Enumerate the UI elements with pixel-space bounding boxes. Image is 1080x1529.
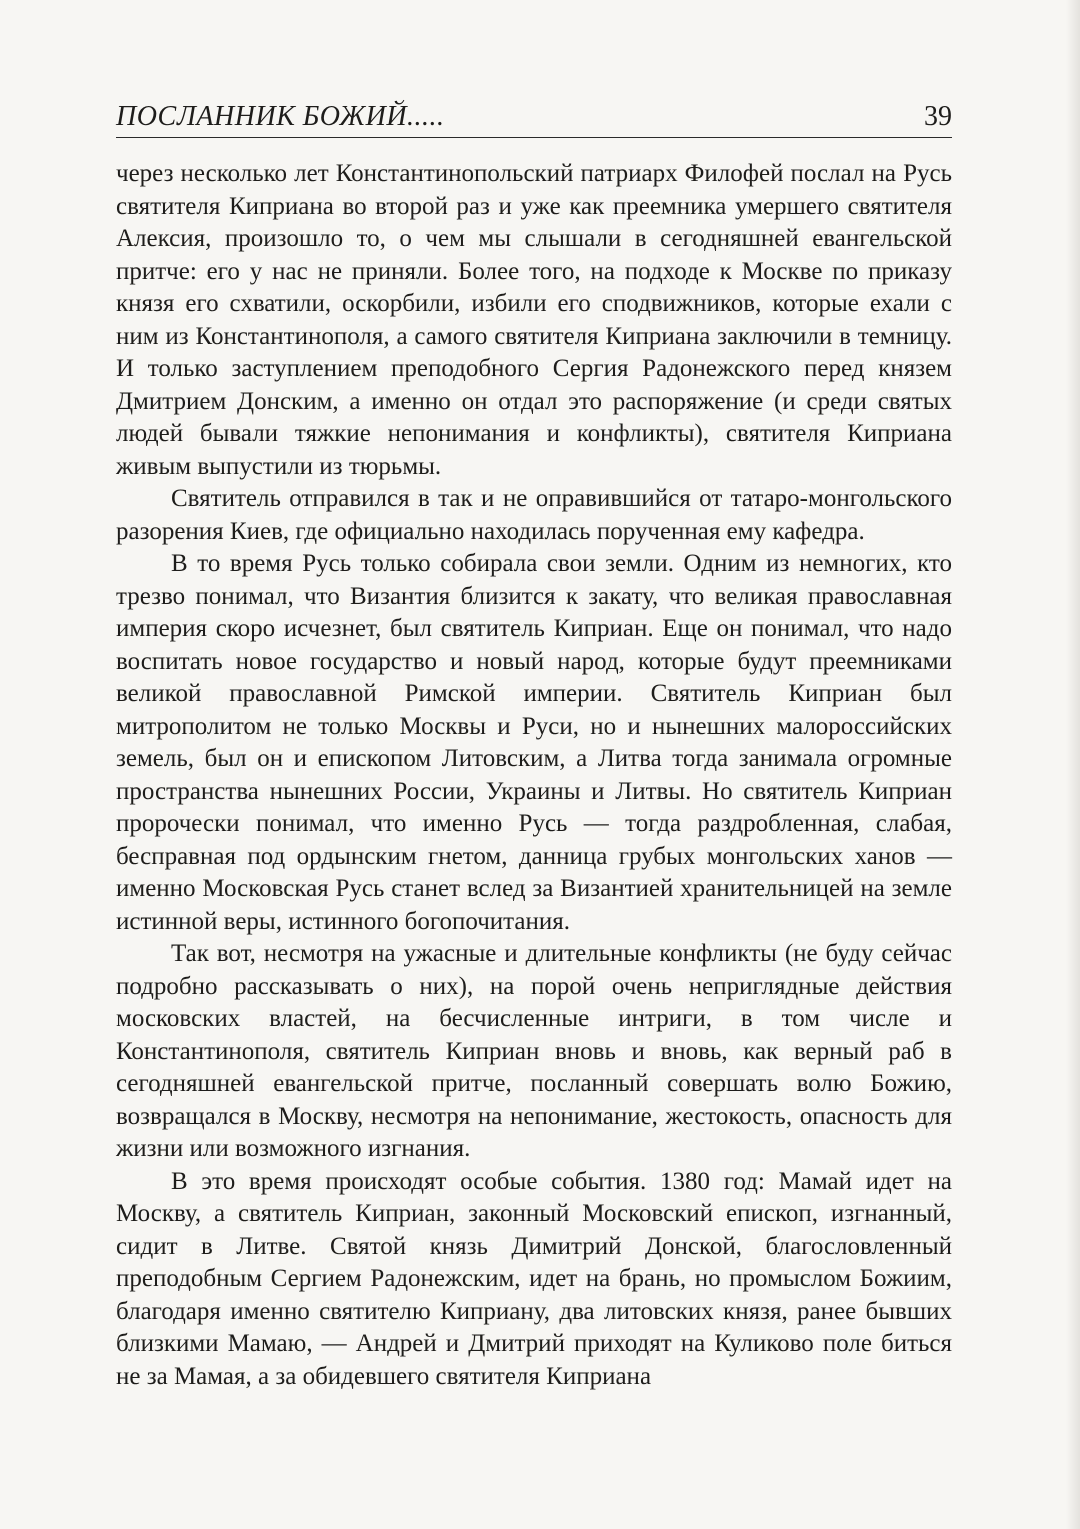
- paragraph-1: через несколько лет Константинопольский патриарх Филофей послал на Русь святителя Киприана во второй раз и уже как преемника умершего святителя Алексия, произошло то, о чем мы слышали в сегодняшней евангельской притче: его у нас не приняли. Более того, на подходе к Москве по приказу князя его схватили, оскорбили, избили его сподвижников, которые ехали с ним из Константинополя, а самого святителя Киприана заключили в темницу. И только заступлением преподобного Сергия Радонежского перед князем Дмитрием Донским, а именно он отдал это распоряжение (и среди святых людей бывали тяжкие непонимания и конфликты), святителя Киприана живым выпустили из тюрьмы.: [116, 160, 952, 480]
- page-header: [116, 100, 952, 134]
- paragraph-4: Так вот, несмотря на ужасные и длительные конфликты (не буду сейчас подробно рассказывать о них), на порой очень неприглядные действия московских властей, на бесчисленные интриги, в том числе и Константинополя, святитель Киприан вновь и вновь, как верный раб в сегодняшней евангельской притче, посланный совершать волю Божию, возвращался в Москву, несмотря на непонимание, жестокость, опасность для жизни или возможного изгнания.: [116, 940, 952, 1162]
- running-title: ПОСЛАННИК БОЖИЙ.....: [116, 101, 445, 132]
- paragraph-3: В то время Русь только собирала свои земли. Одним из немногих, кто трезво понимал, что Византия близится к закату, что великая православная империя скоро исчезнет, был святитель Киприан. Еще он понимал, что надо воспитать новое государство и новый народ, которые будут преемниками великой православной Римской империи. Святитель Киприан был митрополитом не только Москвы и Руси, но и нынешних малороссийских земель, был он и епископом Литовским, а Литва тогда занимала огромные пространства нынешних России, Украины и Литвы. Но святитель Киприан пророчески понимал, что именно Русь — тогда раздробленная, слабая, бесправная под ордынским гнетом, данница грубых монгольских ханов — именно Московская Русь станет вслед за Византией хранительницей на земле истинной веры, истинного богопочитания.: [116, 550, 952, 935]
- header-rule: [116, 137, 952, 138]
- page-edge-shadow: [1066, 0, 1080, 1529]
- body-text: [116, 158, 952, 1393]
- page-number: 39: [924, 101, 952, 132]
- paragraph-5: В это время происходят особые события. 1380 год: Мамай идет на Москву, а святитель Киприан, законный Московский епископ, изгнанный, сидит в Литве. Святой князь Димитрий Донской, благословленный преподобным Сергием Радонежским, идет на брань, но промыслом Божиим, благодаря именно святителю Киприану, два литовских князя, ранее бывших близкими Мамаю, — Андрей и Дмитрий приходят на Куликово поле биться не за Мамая, а за обидевшего святителя Киприана: [116, 1167, 952, 1390]
- paragraph-2: Святитель отправился в так и не оправившийся от татаро-монгольского разорения Киев, где официально находилась порученная ему кафедра.: [116, 485, 952, 545]
